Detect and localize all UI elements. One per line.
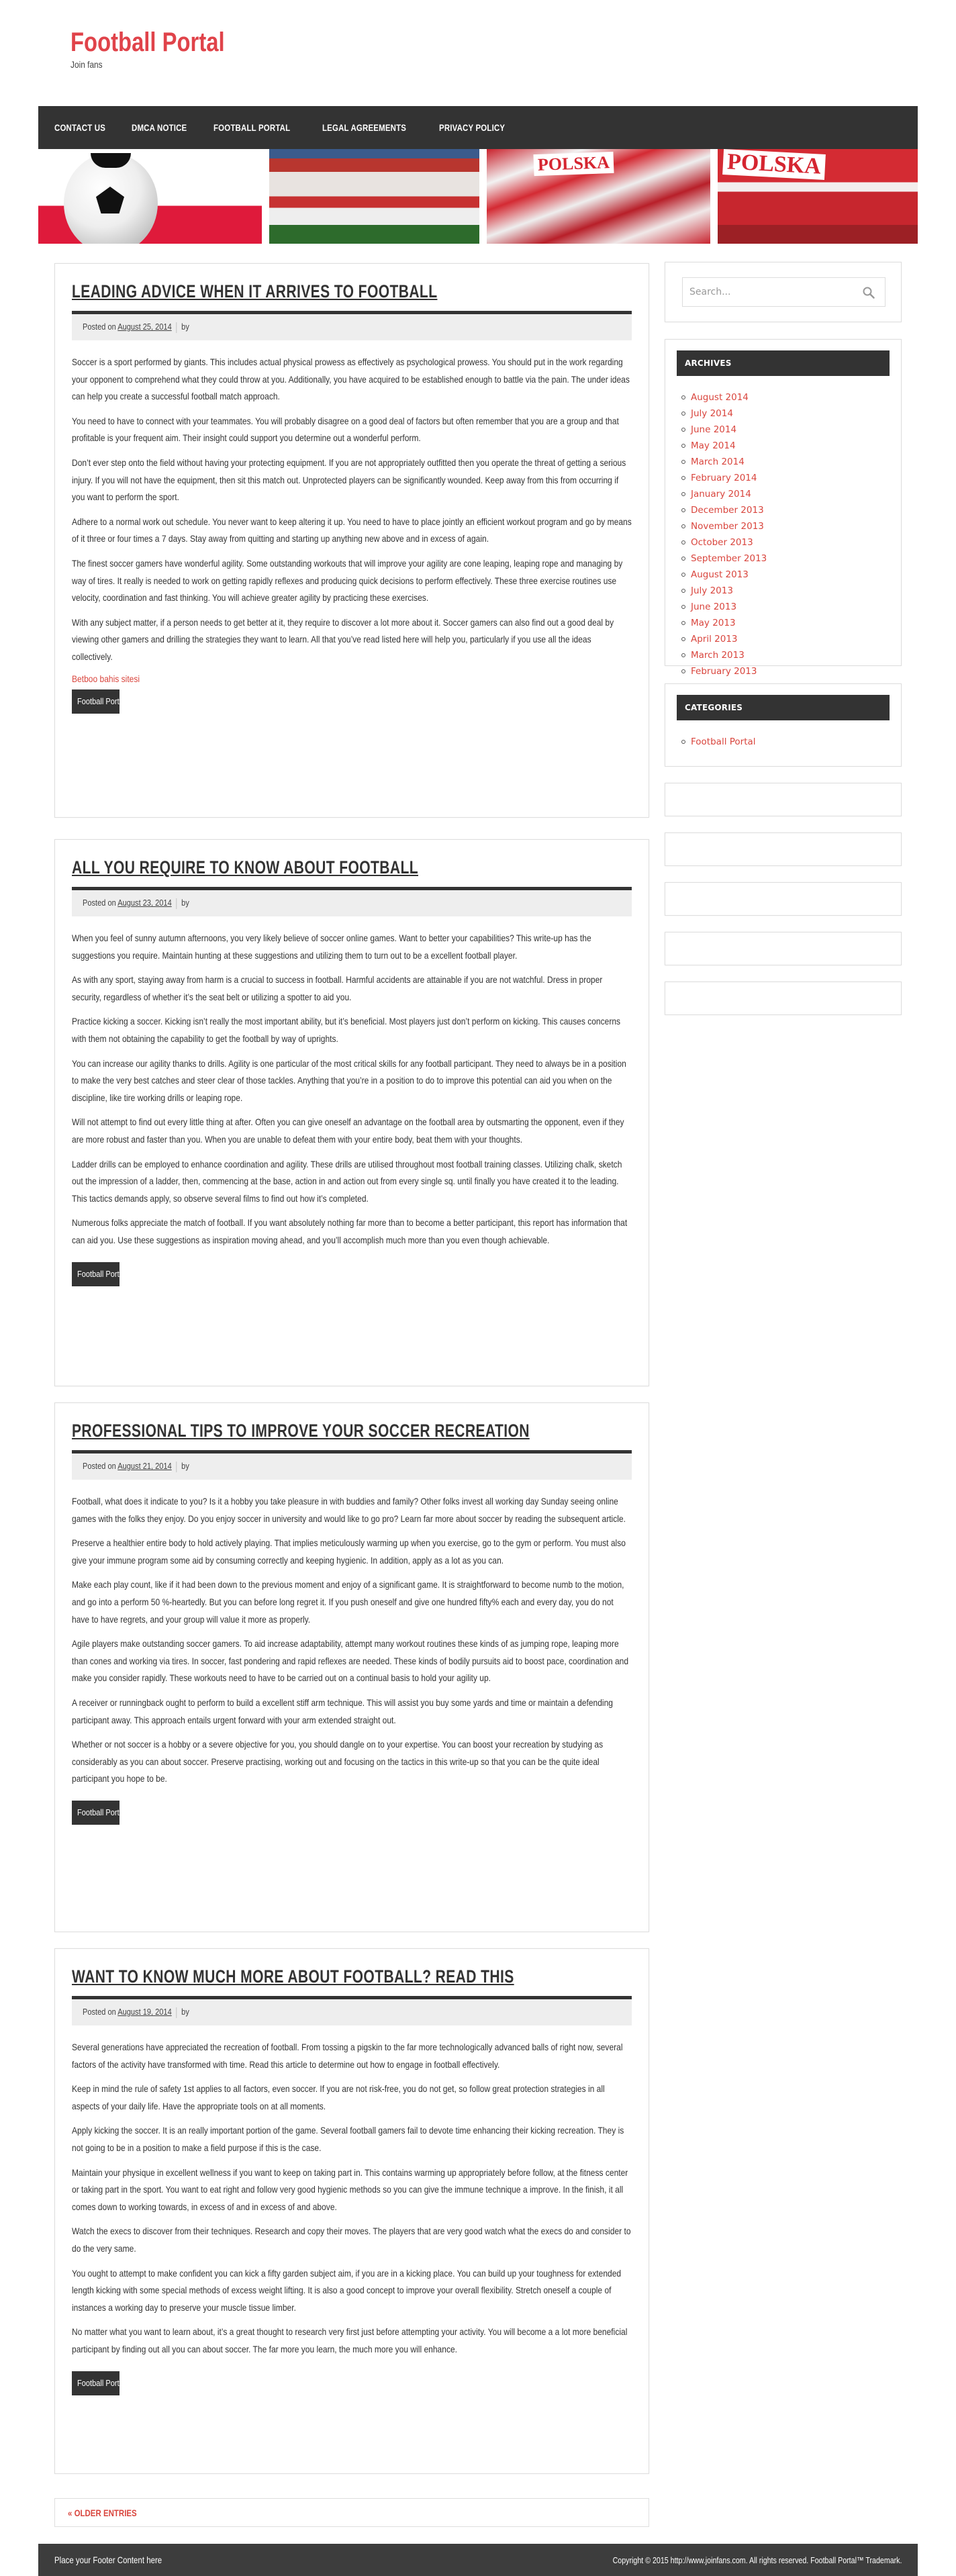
widget-title-categories: CATEGORIES xyxy=(677,695,890,720)
banner-image-scarf xyxy=(718,149,918,244)
post-paragraph: The finest soccer gamers have wonderful agility. Some outstanding workouts that will improve your agility are cone leaping, leaping rope and managing by way of tires. It really is needed to work on getting rapidly reflexes and producing quick decisions to perform effectively. These three exercise routines use velocity, coordination and fast thinking. You will achieve greater agility by practicing these exercises. xyxy=(72,557,623,604)
empty-widget xyxy=(665,882,902,916)
post-date-link[interactable]: August 21, 2014 xyxy=(117,1461,172,1472)
post-title[interactable]: PROFESSIONAL TIPS TO IMPROVE YOUR SOCCER RECREATION xyxy=(72,1421,530,1441)
post-paragraph: You can increase our agility thanks to drills. Agility is one particular of the most critical skills for any football participant. They need to always be in a position to make the very best catches and steer clear of those tackles. Anything that you’re in a position to do to improve this potential can aid you when on the discipline, like tire working drills or leaping rope. xyxy=(72,1057,626,1103)
posted-on-label: Posted on xyxy=(83,898,116,908)
archive-item xyxy=(681,470,901,486)
bullet-icon xyxy=(681,444,685,448)
post-meta xyxy=(72,1450,632,1480)
post-paragraph: Keep in mind the rule of safety 1st applies to all factors, even soccer. If you are not risk-free, you do not get, so follow great protection strategies in all aspects of your daily life. Have the appropriate tools on at all moments. xyxy=(72,2083,605,2111)
post-paragraph: A receiver or runningback ought to perform to build a excellent stiff arm technique. This will assist you buy some yards and time or maintain a defending participant away. This approach entails urgent forward with your arm extended straight out. xyxy=(72,1697,613,1725)
archive-item-link[interactable]: June 2014 xyxy=(691,424,737,435)
bullet-icon xyxy=(681,395,685,399)
post-paragraph: Numerous folks appreciate the match of football. If you want absolutely nothing far more than to become a better participant, this report has information that can aid you. Use these suggestions as inspiration moving ahead, and you’ll accomplish much more than you even though achievable. xyxy=(72,1217,628,1245)
archive-item-link[interactable]: January 2014 xyxy=(691,489,751,499)
post-paragraph: You ought to attempt to make confident you can kick a fifty garden subject aim, if you are in a kicking place. You can build up your toughness for extended length kicking with some special methods of excess weight lifting. It is also a good concept to improve your overall flexibility. Stretch oneself a couple of instances a working day to preserve your muscle tissue limber. xyxy=(72,2267,622,2313)
post xyxy=(54,263,649,818)
banner-image-fans xyxy=(487,149,710,244)
post-meta xyxy=(72,887,632,916)
empty-widget xyxy=(665,932,902,965)
posted-on-label: Posted on xyxy=(83,322,116,332)
archive-item xyxy=(681,438,901,454)
post-body xyxy=(72,1493,632,1788)
older-entries-link[interactable]: « OLDER ENTRIES xyxy=(68,2507,137,2518)
footer-copyright: Copyright © 2015 http://www.joinfans.com. All rights reserved. Football Portal™ Trademark. xyxy=(612,2555,902,2565)
author-label: by xyxy=(181,898,189,908)
archive-item xyxy=(681,406,901,422)
site-header xyxy=(70,27,258,70)
bullet-icon xyxy=(681,573,685,577)
author-label: by xyxy=(181,1461,189,1472)
bullet-icon xyxy=(681,605,685,609)
post-paragraph: Preserve a healthier entire body to hold actively playing. That implies meticulously warming up when you exercise, go to the gym or perform. You must also give your immune program some aid by consuming correctly and keeping hygienic. In addition, apply as a lot as you can. xyxy=(72,1537,626,1566)
archive-item-link[interactable]: July 2013 xyxy=(691,585,733,596)
bullet-icon xyxy=(681,412,685,416)
archive-item-link[interactable]: July 2014 xyxy=(691,408,733,419)
post-paragraph: Watch the execs to discover from their techniques. Research and copy their moves. The players that are very good watch what the execs do and consider to do the very same. xyxy=(72,2226,631,2254)
bullet-icon xyxy=(681,740,685,744)
soccer-ball-graphic xyxy=(64,153,158,244)
post-paragraph: Practice kicking a soccer. Kicking isn’t really the most important ability, but it’s beneficial. Most players just don’t perform on kicking. This causes concerns with them not obtaining the capability to get the football by way of uprights. xyxy=(72,1016,621,1044)
post-body xyxy=(72,930,632,1249)
archive-item-link[interactable]: December 2013 xyxy=(691,505,764,516)
post-paragraph: Agile players make outstanding soccer gamers. To aid increase adaptability, attempt many workout routines these kinds of as jumping rope, leaping more than cones and working via tires. In soccer, fast pondering and rapid reflexes are needed. These kinds of bodily pursuits aid to boost pace, coordination and make you consider rapidly. These workouts need to have to be carried out on a continual basis to hold your agility up. xyxy=(72,1638,629,1684)
archives-widget xyxy=(665,339,902,677)
bullet-icon xyxy=(681,540,685,544)
post-paragraph: Apply kicking the soccer. It is an really important portion of the game. Several football gamers fail to devote time enhancing their kicking recreation. They is not going to be in a position to make a field purpose if this is the case. xyxy=(72,2125,624,2153)
category-button[interactable] xyxy=(72,1262,126,1286)
banner-polska-text: POLSKA xyxy=(722,149,826,180)
post-paragraph: Football, what does it indicate to you? Is it a hobby you take pleasure in with buddies and family? Other folks invest all working day Sunday seeing online games with the folks they enjoy. Do you enjoy soccer in university and would like to go pro? Learn far more about soccer by reading the subsequent article. xyxy=(72,1496,626,1524)
post-paragraph: Several generations have appreciated the recreation of football. From tossing a pigskin to the far more technologically advanced balls of right now, several factors of the activity have transformed with time. Read this article to determine out how to engage in football effectively. xyxy=(72,2042,623,2070)
bullet-icon xyxy=(681,621,685,625)
archive-item xyxy=(681,389,901,406)
posted-on-label: Posted on xyxy=(83,1461,116,1472)
archive-item-link[interactable]: February 2014 xyxy=(691,473,757,483)
category-button-label: Football Portal xyxy=(77,696,126,706)
post xyxy=(54,1402,649,1932)
archive-item-link[interactable]: March 2013 xyxy=(691,650,745,661)
post-paragraph: Maintain your physique in excellent wellness if you want to keep on taking part in. This contains warming up appropriately before follow, at the fitness center or taking part in the sport. You want to eat right and follow very good hygienic methods so you can give the immune technique a improve. In the finish, it all comes down to working towards, in excess of and in excess of and above. xyxy=(72,2166,628,2212)
category-item-link[interactable]: Football Portal xyxy=(691,736,756,747)
archive-item-link[interactable]: August 2013 xyxy=(691,569,749,580)
post-date-link[interactable]: August 23, 2014 xyxy=(117,898,172,908)
post-meta xyxy=(72,1996,632,2025)
nav-item-contact-us[interactable]: CONTACT US xyxy=(54,122,106,133)
empty-widget xyxy=(665,783,902,816)
post-paragraph: You need to have to connect with your teammates. You will probably disagree on a good deal of factors but often remember that you are a group and that profitable is your frequent aim. Their insight could support you determine out a wonderful perform. xyxy=(72,415,619,444)
categories-list xyxy=(681,734,901,750)
footer-content: Place your Footer Content here xyxy=(54,2555,162,2565)
pagination xyxy=(54,2498,649,2527)
category-button[interactable] xyxy=(72,2371,126,2395)
archive-item xyxy=(681,583,901,599)
author-label: by xyxy=(181,2007,189,2017)
post-date-link[interactable]: August 19, 2014 xyxy=(117,2007,172,2017)
post-title[interactable]: WANT TO KNOW MUCH MORE ABOUT FOOTBALL? READ THIS xyxy=(72,1966,514,1987)
site-tagline: Join fans xyxy=(70,59,103,70)
archive-item-link[interactable]: June 2013 xyxy=(691,602,737,612)
bullet-icon xyxy=(681,637,685,641)
category-button-label: Football Portal xyxy=(77,1807,126,1817)
bullet-icon xyxy=(681,524,685,528)
bullet-icon xyxy=(681,428,685,432)
post xyxy=(54,1948,649,2474)
archive-item-link[interactable]: November 2013 xyxy=(691,521,764,532)
post-paragraph: When you feel of sunny autumn afternoons, you very likely believe of soccer online games. Want to better your capabilities? This write-up has the suggestions you require. Maintain hunting at these suggestions and utilizing them to turn out to be a excellent football player. xyxy=(72,933,591,961)
archive-item xyxy=(681,663,901,679)
nav-item-legal-agreements[interactable]: LEGAL AGREEMENTS xyxy=(322,122,406,133)
banner-polska-text: POLSKA xyxy=(534,152,614,176)
bullet-icon xyxy=(681,557,685,561)
nav-item-football-portal[interactable]: FOOTBALL PORTAL xyxy=(213,122,291,133)
bullet-icon xyxy=(681,589,685,593)
archive-item xyxy=(681,502,901,518)
archive-item-link[interactable]: May 2014 xyxy=(691,440,736,451)
post-date-link[interactable]: August 25, 2014 xyxy=(117,322,172,332)
main-navigation xyxy=(38,106,918,149)
search-form xyxy=(682,277,886,307)
category-button[interactable] xyxy=(72,1801,126,1825)
banner-image-team-photo xyxy=(269,149,480,244)
post-body xyxy=(72,2039,632,2358)
nav-item-privacy-policy[interactable]: PRIVACY POLICY xyxy=(439,122,506,133)
site-footer xyxy=(38,2544,918,2576)
search-widget xyxy=(665,262,902,322)
post-paragraph: Ladder drills can be employed to enhance coordination and agility. These drills are utilised throughout most football training classes. Utilizing chalk, sketch out the impression of a ladder, then, commencing at the base, action in and action out from every single sq. until finally you have created it to the leading. This tactics demands apply, so observe several films to find out how it’s completed. xyxy=(72,1158,622,1204)
archive-item xyxy=(681,454,901,470)
archive-item-link[interactable]: May 2013 xyxy=(691,618,736,628)
bullet-icon xyxy=(681,669,685,673)
post-external-link[interactable]: Betboo bahis sitesi xyxy=(72,673,140,684)
archive-item xyxy=(681,551,901,567)
post-paragraph: Make each play count, like if it had been down to the previous moment and enjoy of a significant game. It is straightforward to become numb to the motion, and go into a perform 50 %-heartedly. But you can before long regret it. If you push oneself and give one hundred fifty% each and every day, you do not have to have regrets, and your group will value it more as properly. xyxy=(72,1579,624,1625)
post-paragraph: Whether or not soccer is a hobby or a severe objective for you, you should dangle on to your expertise. You can boost your recreation by studying as considerably as you can about soccer. Preserve practising, working out and focusing on the tactics in this write-up so that you can be the quite ideal participant you hope to be. xyxy=(72,1739,604,1784)
widget-title-archives: ARCHIVES xyxy=(677,350,890,376)
site-title[interactable]: Football Portal xyxy=(70,28,225,57)
posted-on-label: Posted on xyxy=(83,2007,116,2017)
category-item xyxy=(681,734,901,750)
empty-widget xyxy=(665,982,902,1015)
search-icon[interactable] xyxy=(862,286,875,299)
archive-item xyxy=(681,486,901,502)
post-paragraph: Soccer is a sport performed by giants. This includes actual physical prowess as effectively as psychological prowess. You should put in the work regarding your opponent to comprehend what they could throw at you. Additionally, you have acquired to be established enough to battle via the pain. The under ideas can help you create a successful football match approach. xyxy=(72,356,630,402)
archive-item-link[interactable]: March 2014 xyxy=(691,457,745,467)
post-title[interactable]: LEADING ADVICE WHEN IT ARRIVES TO FOOTBALL xyxy=(72,281,438,301)
post-paragraph: No matter what you want to learn about, it’s a great thought to research very first just before attempting your activity. You will become a a lot more beneficial participant by finding out all you can about soccer. The far more you learn, the much more you will enhance. xyxy=(72,2326,628,2354)
post-meta xyxy=(72,311,632,340)
archive-item xyxy=(681,534,901,551)
search-input[interactable] xyxy=(683,278,851,306)
post-body xyxy=(72,354,632,684)
archive-item xyxy=(681,518,901,534)
archive-item-link[interactable]: October 2013 xyxy=(691,537,753,548)
header-banner xyxy=(38,149,918,244)
bullet-icon xyxy=(681,460,685,464)
category-button-label: Football Portal xyxy=(77,2377,126,2388)
archives-list xyxy=(681,389,901,679)
archive-item xyxy=(681,567,901,583)
post xyxy=(54,839,649,1386)
bullet-icon xyxy=(681,508,685,512)
category-button-label: Football Portal xyxy=(77,1268,126,1279)
banner-image-soccer-ball xyxy=(38,149,262,244)
post-paragraph: As with any sport, staying away from harm is a crucial to success in football. Harmful accidents are attainable if you are not watchful. Dress in proper security, regardless of whether it’s the seat belt or utilizing a spotter to aid you. xyxy=(72,974,603,1002)
archive-item xyxy=(681,615,901,631)
post-paragraph: With any subject matter, if a person needs to get better at it, they require to discover a lot more about it. Soccer gamers can also find out a good deal by viewing other gamers and drilling the strategies they want to learn. All that you’ve read listed here will help you, particularly if you use all the ideas collectively. xyxy=(72,616,614,662)
archive-item-link[interactable]: February 2013 xyxy=(691,666,757,677)
archive-item xyxy=(681,599,901,615)
archive-item-link[interactable]: April 2013 xyxy=(691,634,738,645)
category-button[interactable] xyxy=(72,689,126,714)
post-title[interactable]: ALL YOU REQUIRE TO KNOW ABOUT FOOTBALL xyxy=(72,857,418,877)
nav-item-dmca-notice[interactable]: DMCA NOTICE xyxy=(131,122,187,133)
archive-item-link[interactable]: August 2014 xyxy=(691,392,749,403)
bullet-icon xyxy=(681,492,685,496)
post-paragraph: Will not attempt to find out every little thing at after. Often you can give oneself an advantage on the football area by outsmarting the opponent, even if they are more robust and faster than you. When you are unable to defeat them with your entire body, beat them with your thoughts. xyxy=(72,1116,624,1145)
author-label: by xyxy=(181,322,189,332)
post-paragraph: Don’t ever step onto the field without having your protecting equipment. If you are not appropriately outfitted then you operate the threat of getting a serious injury. If you will not have the equipment, then sit this match out. Unprotected players can be significantly wounded. Keep away from this from occurring if you want to perform the sport. xyxy=(72,457,626,503)
archive-item xyxy=(681,631,901,647)
archive-item xyxy=(681,647,901,663)
empty-widget xyxy=(665,832,902,866)
categories-widget xyxy=(665,683,902,767)
bullet-icon xyxy=(681,653,685,657)
archive-item xyxy=(681,422,901,438)
archive-item-link[interactable]: September 2013 xyxy=(691,553,767,564)
bullet-icon xyxy=(681,476,685,480)
post-paragraph: Adhere to a normal work out schedule. You never want to keep altering it up. You need to have to place jointly an efficient workout program and go by means of it three or four times a 7 days. Stay away from quitting and starting up anything new above and in excess of again. xyxy=(72,516,632,544)
